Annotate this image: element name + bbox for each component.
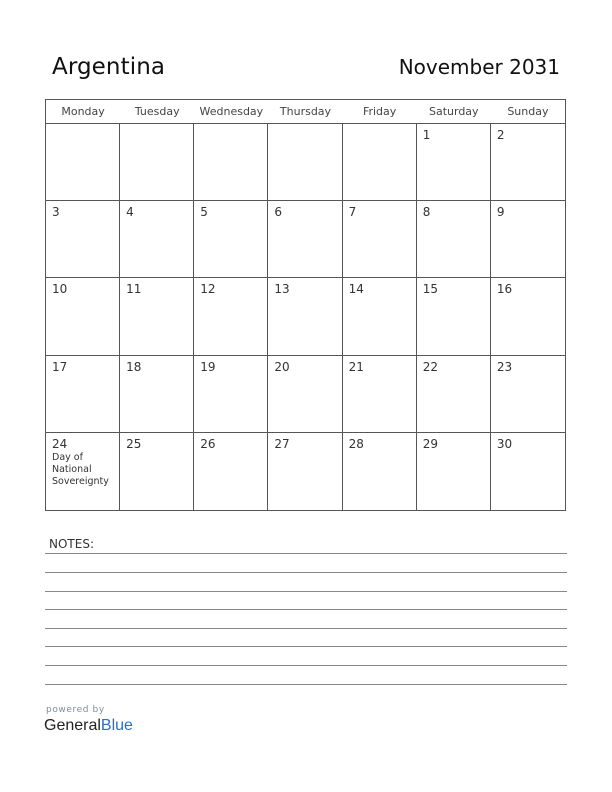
calendar-day-cell bbox=[343, 433, 417, 510]
calendar-day-cell bbox=[417, 356, 491, 433]
day-number: 2 bbox=[496, 128, 505, 142]
calendar-day-cell bbox=[194, 278, 268, 355]
calendar-day-cell bbox=[120, 124, 194, 201]
note-line bbox=[45, 609, 567, 610]
calendar-day-cell bbox=[46, 278, 120, 355]
brand-blue-text: Blue bbox=[100, 717, 133, 734]
calendar-grid bbox=[45, 99, 566, 511]
weekday-wednesday: Wednesday bbox=[199, 105, 264, 118]
day-number: 28 bbox=[348, 436, 364, 451]
day-number: 22 bbox=[422, 359, 438, 374]
holiday-label: Day of National Sovereignty bbox=[52, 451, 109, 487]
brand-general-text: General bbox=[44, 717, 101, 734]
day-number: 16 bbox=[496, 282, 513, 297]
day-number: 19 bbox=[200, 359, 216, 374]
calendar-day-cell bbox=[268, 278, 342, 355]
day-number: 13 bbox=[274, 282, 290, 297]
calendar-day-cell bbox=[46, 356, 120, 433]
calendar-day-cell bbox=[491, 433, 565, 510]
day-number: 29 bbox=[422, 436, 438, 451]
calendar-day-cell bbox=[417, 433, 491, 510]
calendar-day-cell bbox=[268, 433, 342, 510]
calendar-day-cell bbox=[417, 201, 491, 278]
day-number: 8 bbox=[422, 205, 431, 220]
powered-by-text: powered by bbox=[46, 705, 105, 715]
day-number: 21 bbox=[348, 359, 364, 374]
day-number: 14 bbox=[348, 282, 364, 297]
day-number: 12 bbox=[200, 282, 216, 297]
weekday-thursday: Thursday bbox=[279, 105, 332, 118]
calendar-day-cell bbox=[120, 201, 194, 278]
calendar-day-cell bbox=[268, 356, 342, 433]
weekday-sunday: Sunday bbox=[507, 105, 549, 118]
calendar-day-cell bbox=[268, 201, 342, 278]
month-year-title: November 2031 bbox=[398, 55, 560, 79]
day-number: 7 bbox=[348, 205, 357, 220]
calendar-day-cell bbox=[194, 124, 268, 201]
note-line bbox=[45, 591, 567, 592]
calendar-day-cell bbox=[343, 124, 417, 201]
calendar-day-cell bbox=[46, 201, 120, 278]
calendar-day-cell bbox=[120, 433, 194, 510]
calendar-weeks bbox=[46, 124, 565, 510]
calendar-day-cell bbox=[491, 356, 565, 433]
calendar-day-cell bbox=[194, 356, 268, 433]
country-title: Argentina bbox=[52, 54, 166, 80]
day-number: 30 bbox=[496, 436, 513, 451]
weekday-tuesday: Tuesday bbox=[134, 105, 180, 118]
day-number: 11 bbox=[126, 282, 142, 297]
day-number: 26 bbox=[200, 436, 216, 451]
day-number: 15 bbox=[422, 282, 438, 297]
weekday-saturday: Saturday bbox=[428, 105, 479, 118]
note-line bbox=[45, 646, 567, 647]
day-number: 3 bbox=[52, 205, 60, 220]
calendar-day-cell bbox=[343, 356, 417, 433]
calendar-day-cell bbox=[46, 124, 120, 201]
calendar-day-cell bbox=[194, 201, 268, 278]
day-number: 1 bbox=[422, 128, 431, 142]
day-number: 24 bbox=[52, 436, 68, 451]
calendar-day-cell bbox=[46, 433, 120, 510]
day-number: 27 bbox=[274, 436, 290, 451]
day-number: 9 bbox=[496, 205, 505, 220]
weekday-monday: Monday bbox=[61, 105, 105, 118]
day-number: 5 bbox=[200, 205, 208, 220]
note-line bbox=[45, 553, 567, 554]
weekday-friday: Friday bbox=[362, 105, 397, 118]
generalblue-logo bbox=[44, 717, 133, 735]
calendar-day-cell bbox=[268, 124, 342, 201]
note-line bbox=[45, 684, 567, 685]
note-line bbox=[45, 665, 567, 666]
notes-label: NOTES: bbox=[49, 537, 94, 551]
day-number: 20 bbox=[274, 359, 290, 374]
calendar-day-cell bbox=[417, 124, 491, 201]
weekday-header-row bbox=[46, 100, 565, 124]
calendar-day-cell bbox=[491, 278, 565, 355]
calendar-day-cell bbox=[194, 433, 268, 510]
day-number: 23 bbox=[496, 359, 513, 374]
calendar-day-cell bbox=[120, 278, 194, 355]
day-number: 25 bbox=[126, 436, 142, 451]
day-number: 6 bbox=[274, 205, 283, 220]
calendar-day-cell bbox=[343, 201, 417, 278]
day-number: 4 bbox=[126, 205, 134, 220]
calendar-day-cell bbox=[491, 201, 565, 278]
day-number: 17 bbox=[52, 359, 68, 374]
calendar-day-cell bbox=[417, 278, 491, 355]
calendar-day-cell bbox=[491, 124, 565, 201]
day-number: 18 bbox=[126, 359, 142, 374]
day-number: 10 bbox=[52, 282, 68, 297]
calendar-day-cell bbox=[120, 356, 194, 433]
note-line bbox=[45, 572, 567, 573]
note-line bbox=[45, 628, 567, 629]
calendar-day-cell bbox=[343, 278, 417, 355]
